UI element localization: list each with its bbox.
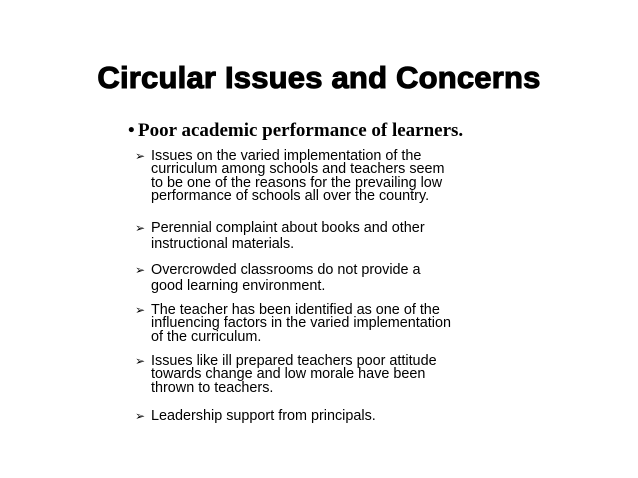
sub-item-2 <box>135 220 515 252</box>
sub-item-line: ➢ Issues like ill prepared teachers poor attitude <box>135 353 437 369</box>
sub-item-line: ➢ Leadership support from principals. <box>135 408 376 424</box>
sub-item-line: ➢ Overcrowded classrooms do not provide a <box>135 262 421 278</box>
bullet-icon: • <box>128 120 135 141</box>
main-bullet <box>128 120 463 142</box>
arrow-bullet-icon: ➢ <box>135 409 146 423</box>
sub-item-line: performance of schools all over the country. <box>151 188 430 205</box>
sub-item-line: to be one of the reasons for the prevailing low <box>151 174 443 191</box>
arrow-bullet-icon: ➢ <box>135 263 146 277</box>
sub-item-4 <box>135 304 515 344</box>
sub-item-6 <box>135 410 515 423</box>
arrow-bullet-icon: ➢ <box>135 221 146 235</box>
sub-item-line: towards change and low morale have been <box>151 366 426 383</box>
sub-item-line: ➢ Perennial complaint about books and other <box>135 220 425 236</box>
sub-item-1 <box>135 150 515 204</box>
arrow-bullet-icon: ➢ <box>135 354 146 368</box>
arrow-bullet-icon: ➢ <box>135 303 146 317</box>
sub-item-line: instructional materials. <box>151 236 295 252</box>
sub-item-5 <box>135 355 515 395</box>
sub-item-line: thrown to teachers. <box>151 379 274 396</box>
slide-title: Circular Issues and Concerns <box>97 60 541 95</box>
sub-item-line: ➢ The teacher has been identified as one of the <box>135 302 440 318</box>
sub-item-line: ➢ Issues on the varied implementation of the <box>135 148 422 164</box>
sub-item-line: curriculum among schools and teachers seem <box>151 161 445 178</box>
sub-item-line: of the curriculum. <box>151 328 262 345</box>
sub-item-line: influencing factors in the varied implementation <box>151 315 451 332</box>
sub-item-line: good learning environment. <box>151 278 326 294</box>
main-bullet-text: Poor academic performance of learners. <box>138 120 464 141</box>
sub-item-3 <box>135 262 515 294</box>
arrow-bullet-icon: ➢ <box>135 149 146 163</box>
